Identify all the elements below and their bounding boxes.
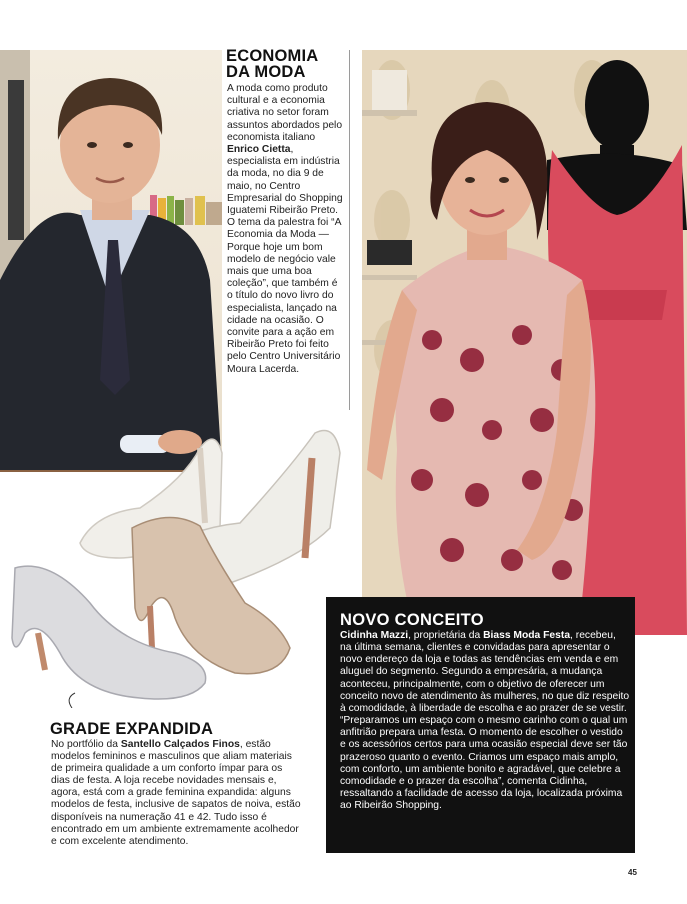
grade-text-2: , estão modelos femininos e masculinos que aliam materiais de primeira qualidade a um conforto ímpar para os dias de festa. A loja recebe novidades mensais e, agora, está com a grade feminina expandida: alguns modelos de festa, inclusive de sapatos de noiva, estão disponíveis na numeração 41 e 42. Tudo isso é encontrado em um ambiente extremamente acolhedor e com excelente atendimento. [51, 739, 301, 847]
photo-shoes [0, 408, 345, 708]
heading-grade-expandida: GRADE EXPANDIDA [50, 720, 214, 738]
novo-text-2: , recebeu, na última semana, clientes e convidadas para apresentar o novo endereço da loja e todas as tendências em venda e em aluguel do segmento. Segundo a empresária, a mudança aconteceu, principalmente, com o objetivo de oferecer um conceito novo de atendimento às mulheres, no que diz respeito à comodidade, à liberdade de escolha e ao prazer de se vestir. “Preparamos um espaço com o mesmo carinho com o qual um anfitrião prepara uma festa. O momento de escolher o vestido e os acessórios certos para uma ocasião especial deve ser tão prazeroso quanto o evento. Criamos um espaço mais amplo, com conforto, um ambiente bonito e agradável, que celebre a comodidade e o prazer da escolha”, comenta Cidinha, ressaltando a facilidade de acesso da loja, localizada próxima ao Ribeirão Shopping. [340, 630, 630, 812]
photo-cidinha-mazzi [362, 50, 687, 635]
economia-text-1: A moda como produto cultural e a economia criativa no setor foram assuntos abordados pelo economista italiano [227, 83, 343, 143]
column-divider [349, 50, 350, 410]
grade-text-1: No portfólio da [51, 739, 121, 750]
grade-brand: Santello Calçados Finos [120, 739, 240, 750]
economia-text-2: , especialista em indústria da moda, no dia 9 de maio, no Centro Empresarial do Shopping Iguatemi Ribeirão Preto. O tema da palestra foi “A Economia da Moda — Porque hoje um bom modelo de negócio vale mais que uma boa coleção”, que também é o título do novo livro do especialista, lançado na cidade na ocasião. O convite para a ação em Ribeirão Preto foi feito pelo Centro Universitário Moura Lacerda. [227, 144, 343, 375]
article-novo-body [340, 630, 630, 812]
novo-text-1: , proprietária da [408, 630, 484, 641]
novo-name: Cidinha Mazzi [340, 630, 409, 641]
heading-line-2: DA MODA [226, 63, 306, 81]
novo-brand: Biass Moda Festa [483, 630, 571, 641]
heading-line-1: ECONOMIA [226, 47, 319, 65]
heading-economia-da-moda [226, 48, 346, 80]
page-number: 45 [628, 868, 637, 877]
article-economia-body [227, 83, 343, 376]
economia-name: Enrico Cietta [227, 144, 291, 156]
article-grade-body [51, 739, 303, 848]
heading-novo-conceito: NOVO CONCEITO [340, 611, 484, 629]
